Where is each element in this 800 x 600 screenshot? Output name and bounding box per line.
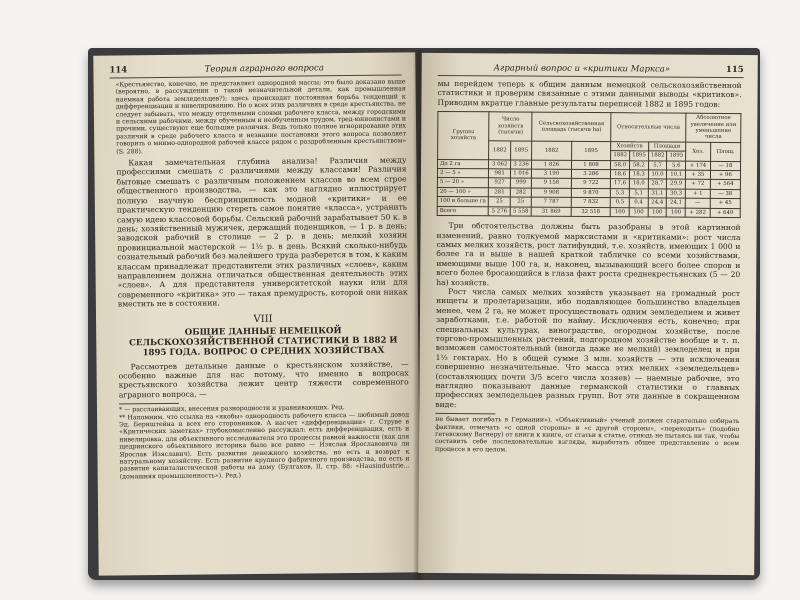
th-chg-farms: Хоз. bbox=[686, 142, 711, 161]
statistics-table bbox=[437, 111, 742, 218]
chapter-title: ОБЩИЕ ДАННЫЕ НЕМЕЦКОЙ СЕЛЬСКОХОЗЯЙСТВЕННОЙ СТАТИСТИКИ В 1882 И 1895 ГОДА. ВОПРОС О СРЕДНИХ ХОЗЯЙСТВАХ bbox=[128, 325, 398, 358]
right-paragraph-1: Три обстоятельства должны быть разобраны в этой картинной изменений, равно толкуемой марксистами и «критиками»: рост числа самых мелких хозяйств, рост латифундий, т.е. хозяйств, имеющих 1 000 и более га и выше в нашей краткой табличке со всеми хозяйствами, имеющими выше 100 га, и, наконец, вызывающий всего более споров и всего более бросающийся в глаза факт роста среднекрестьянских (5 — 20 ha) хозяйств. bbox=[436, 221, 741, 287]
th-rf-1895: 1895 bbox=[630, 151, 649, 161]
th-ra-1882: 1882 bbox=[648, 151, 667, 161]
right-page-number: 115 bbox=[725, 64, 744, 76]
left-paragraph-2: Рассмотрев детальные данные о крестьянском хозяйстве, — особенно важные для нас потому, что именно в вопросах крестьянского хозяйства лежит центр тяжести современного аграрного вопроса, — bbox=[118, 358, 409, 400]
th-area-1882: 1882 bbox=[532, 141, 572, 160]
th-change: Абсолютное увеличение или уменьшение числа bbox=[686, 113, 741, 142]
left-running-head bbox=[109, 62, 401, 78]
th-area: Сельскохозяйственная площадь (тысячи ha) bbox=[532, 112, 611, 141]
table-row: 2 — 5 » 981 1 016 3 190 3 286 18,6 18,3 10,0 10,1 + 35 + 96 bbox=[437, 169, 740, 181]
th-count-1895: 1895 bbox=[510, 141, 532, 160]
right-paragraph-2: Рост числа самых мелких хозяйств указывает на громадный рост нищеты и пролетаризации, ибо подавляющее большинство владельцев менее, чем 2 га, не может просуществовать одним земледелием и живет заработками, т.е. работой по найму. Исключения есть, конечно; при специальных культурах, виноградстве, огородном хозяйстве, после торгово-промышленных растений, подгородном хозяйстве вообще и т. п. возможен самостоятельный (иногда даже не мелкий) земледелец и при 1½ гектарах. Но в общей сумме 3 млн. хозяйств — эти исключения совершенно незначительные. Что масса этих мелких «земледельцев» (составляющих почти 3/5 всего числа хозяев) — наемные рабочие, это наглядно показывают данные германской статистики о главных профессиях земледельцев разных групп. Вот эти данные в сокращенном виде: bbox=[435, 286, 741, 409]
right-intro: мы перейдем теперь к общим данным немецкой сельскохозяйственной статистики и проверим связанные с этими данными выводы «критиков». Приводим вкратце главные результаты переписей 1882 и 1895 годов: bbox=[437, 78, 742, 109]
table-row: До 2 га 3 062 3 236 1 826 1 808 58,0 58,2 5,7 5,6 + 174 — 18 bbox=[438, 159, 741, 171]
right-running-head bbox=[438, 63, 744, 78]
left-footnotes: * — расслаивающих, внесения разнородности и уравнивающих. Ред. ** Напомним, что ссылка на «якобы» однородность рабочего класса — любимый довод Эд. Бернштейна и всех его сторонников. А насчет «дифференциации» г. Струве в «Критических заметках» глубокомысленно рассуждал: есть дифференциация, есть и нивелировка, для объективного исследователя это процессы равной важности (как для щедринского объективного историка было все равно — Изяслав Ярославовича ли Ярослав Изяславич). Есть развитие денежного хозяйства, но есть и возврат к натуральному хозяйству. Есть развитие крупного фабричного производства, но есть и развитие капиталистической работы на дому (Булгаков, II, стр. 88: «Hausindustrie... (домашняя промышленность»). Ред.) bbox=[118, 404, 410, 481]
table-row: 100 и больше га 25 25 7 787 7 832 0,5 0,4 24,4 24,1 — + 45 bbox=[437, 197, 740, 209]
right-footnotes: не бывает погибать в Германии»). «Объективный» ученый должен старательно собирать фактики, отмечать «с одной стороны» и «с другой стороны», «переходить» (подобно гетевскому Вагнеру) от книги к книге, от статьи к статье, отнюдь не пытаясь ни так, чтобы составить себе последовательные взгляды, выработать общее представление о всем процессе в его целом. bbox=[435, 416, 740, 454]
left-page bbox=[93, 52, 420, 575]
footnote-divider bbox=[119, 403, 179, 405]
left-paragraph-1: Какая замечательная глубина анализа! Различия между профессиями смешать с различиями между классами! Различия бытовые смешать с различным положением классов во всем строе общественного производства, — как это наглядно иллюстрирует полную научную беспринципность модной «критики» и ее практическую тенденцию стереть самое понятие «класса», устранить самую идею классовой борьбы. Сельский рабочий зарабатывает 50 к. в день; хозяйственный мужичек, держащий поденщиков, — 1 р. в день; заводской рабочий в столице — 2 р. в день; мелкий хозяин провинциальной мастерской — 1½ р. в день. Всякий сколько-нибудь сознательный рабочий без малейшего труда разберется в том, к каким классам принадлежат представители этих различных «слоев», каким направлением должна отличаться общественная деятельность этих «слоев». А для представителя университетской науки или для современного «критика» это — такая премудрость, которой они никак вместить не в состоянии. bbox=[116, 155, 408, 309]
th-count-1882: 1882 bbox=[489, 141, 511, 160]
left-page-number: 114 bbox=[109, 65, 128, 76]
left-running-title: Теория аграрного вопроса bbox=[204, 63, 324, 75]
table-total-row: Всего 5 276 5 558 31 869 32 518 100 100 100 100 + 282 + 649 bbox=[437, 206, 740, 218]
th-rel-area: Площади bbox=[648, 142, 686, 152]
table-row: 5 — 20 » 927 999 9 158 9 722 17,6 18,0 28,7 29,9 + 72 + 564 bbox=[437, 178, 740, 190]
right-footnote-divider bbox=[435, 413, 495, 414]
right-page bbox=[418, 53, 758, 575]
th-chg-area: Площ. bbox=[710, 142, 740, 161]
th-groups: Группы хозяйств bbox=[438, 112, 490, 160]
th-count: Число хозяйств (тысячи) bbox=[489, 112, 532, 141]
th-area-1895: 1895 bbox=[571, 141, 611, 160]
th-rf-1882: 1882 bbox=[611, 151, 630, 161]
block-quote: «Крестьянство, конечно, не представляет однородной массы; это было доказано выше (вероятно, в рассуждении о такой незначительной детали, как промышленная наемная работа земледельцев?); здесь происходит постоянная борьба тенденций к дифференциации и нивелированию. Но о всех этих различиях в среде крестьянства, не следует забывать, что между отдельными слоями рабочего класса, между городскими и сельскими рабочими, между обученным и необученным трудом, тред-юнионистами и прочими, существуют еще большие различия. Ведь только полное игнорирование этих различий в среде рабочего класса и незнание постановки этого вопроса позволяет говорить о мнимо-однородной рабочей классе рядом с раздробленным крестьянством» (S. 288). bbox=[115, 78, 407, 156]
right-running-title: Аграрный вопрос и «критики Маркса» bbox=[493, 63, 671, 75]
chapter-number: VIII bbox=[253, 313, 273, 325]
th-ra-1895: 1895 bbox=[667, 151, 686, 161]
th-rel-farms: Хозяйств bbox=[611, 141, 649, 151]
table-row: 20 — 100 » 281 282 9 908 9 870 5,3 5,1 31,1 30,3 + 1 — 38 bbox=[437, 187, 740, 199]
th-relative: Относительные числа bbox=[611, 113, 686, 142]
